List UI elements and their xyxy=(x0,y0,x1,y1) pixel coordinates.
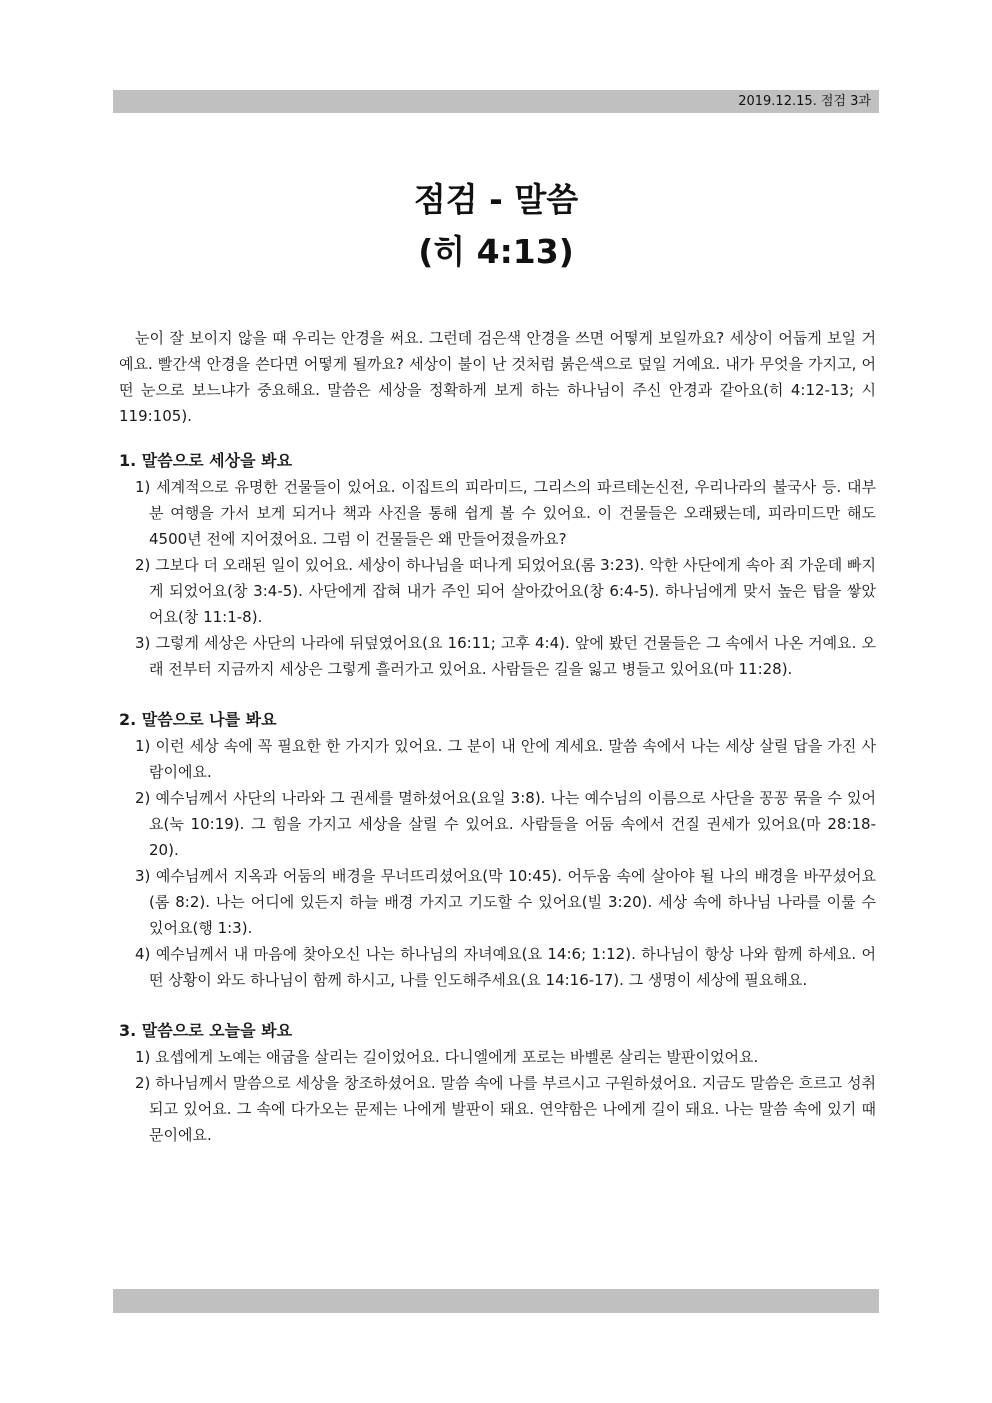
list-item: 4) 예수님께서 내 마음에 찾아오신 나는 하나님의 자녀예요(요 14:6; 1:12). 하나님이 항상 나와 함께 하세요. 어떤 상황이 와도 하나님이 함께 하시고, 나를 인도해주세요(요 14:16-17). 그 생명이 세상에 필요해요. xyxy=(135,945,876,989)
section-title: 1. 말씀으로 세상을 봐요 xyxy=(119,451,293,470)
page-subtitle-reference: (히 4:13) xyxy=(418,232,574,271)
list-item: 3) 그렇게 세상은 사단의 나라에 뒤덮였어요(요 16:11; 고후 4:4). 앞에 봤던 건물들은 그 속에서 나온 거예요. 오래 전부터 지금까지 세상은 그렇게 흘러가고 있어요. 사람들은 길을 잃고 병들고 있어요(마 11:28). xyxy=(135,634,876,678)
document-body xyxy=(119,325,876,1148)
section-1 xyxy=(119,448,876,682)
section-3 xyxy=(119,1018,876,1148)
intro-paragraph: 눈이 잘 보이지 않을 때 우리는 안경을 써요. 그런데 검은색 안경을 쓰면 어떻게 보일까요? 세상이 어둡게 보일 거예요. 빨간색 안경을 쓴다면 어떻게 될까요? 세상이 불이 난 것처럼 붉은색으로 덮일 거예요. 내가 무엇을 가지고, 어떤 눈으로 보느냐가 중요해요. 말씀은 세상을 정확하게 보게 하는 하나님이 주신 안경과 같아요(히 4:12-13; 시 119:105). xyxy=(119,329,876,425)
list-item: 3) 예수님께서 지옥과 어둠의 배경을 무너뜨리셨어요(막 10:45). 어두움 속에 살아야 될 나의 배경을 바꾸셨어요(롬 8:2). 나는 어디에 있든지 하늘 배경 가지고 기도할 수 있어요(빌 3:20). 세상 속에 하나님 나라를 이룰 수 있어요(행 1:3). xyxy=(135,867,876,937)
section-title: 2. 말씀으로 나를 봐요 xyxy=(119,710,277,729)
list-item: 1) 요셉에게 노예는 애굽을 살리는 길이었어요. 다니엘에게 포로는 바벨론 살리는 발판이었어요. xyxy=(135,1048,759,1066)
section-items xyxy=(119,474,876,682)
header-date-lesson: 2019.12.15. 점검 3과 xyxy=(738,94,871,109)
section-items xyxy=(119,1044,876,1148)
header-bar xyxy=(113,90,879,113)
section-title: 3. 말씀으로 오늘을 봐요 xyxy=(119,1021,293,1040)
list-item: 2) 그보다 더 오래된 일이 있어요. 세상이 하나님을 떠나게 되었어요(롬 3:23). 악한 사단에게 속아 죄 가운데 빠지게 되었어요(창 3:4-5). 사단에게 잡혀 내가 주인 되어 살아갔어요(창 6:4-5). 하나님에게 맞서 높은 탑을 쌓았어요(창 11:1-8). xyxy=(135,556,876,626)
footer-bar xyxy=(113,1289,879,1313)
section-2 xyxy=(119,707,876,993)
list-item: 2) 하나님께서 말씀으로 세상을 창조하셨어요. 말씀 속에 나를 부르시고 구원하셨어요. 지금도 말씀은 흐르고 성취되고 있어요. 그 속에 다가오는 문제는 나에게 발판이 돼요. 연약함은 나에게 길이 돼요. 나는 말씀 속에 있기 때문이에요. xyxy=(135,1074,876,1144)
page-title: 점검 - 말씀 xyxy=(413,180,579,219)
list-item: 1) 이런 세상 속에 꼭 필요한 한 가지가 있어요. 그 분이 내 안에 계세요. 말씀 속에서 나는 세상 살릴 답을 가진 사람이에요. xyxy=(135,737,876,781)
list-item: 2) 예수님께서 사단의 나라와 그 권세를 멸하셨어요(요일 3:8). 나는 예수님의 이름으로 사단을 꽁꽁 묶을 수 있어요(눅 10:19). 그 힘을 가지고 세상을 살릴 수 있어요. 사람들을 어둠 속에서 건질 권세가 있어요(마 28:18-20). xyxy=(135,789,876,859)
list-item: 1) 세계적으로 유명한 건물들이 있어요. 이집트의 피라미드, 그리스의 파르테논신전, 우리나라의 불국사 등. 대부분 여행을 가서 보게 되거나 책과 사진을 통해 쉽게 볼 수 있어요. 이 건물들은 오래됐는데, 피라미드만 해도 4500년 전에 지어졌어요. 그럼 이 건물들은 왜 만들어졌을까요? xyxy=(135,478,876,548)
section-items xyxy=(119,733,876,993)
